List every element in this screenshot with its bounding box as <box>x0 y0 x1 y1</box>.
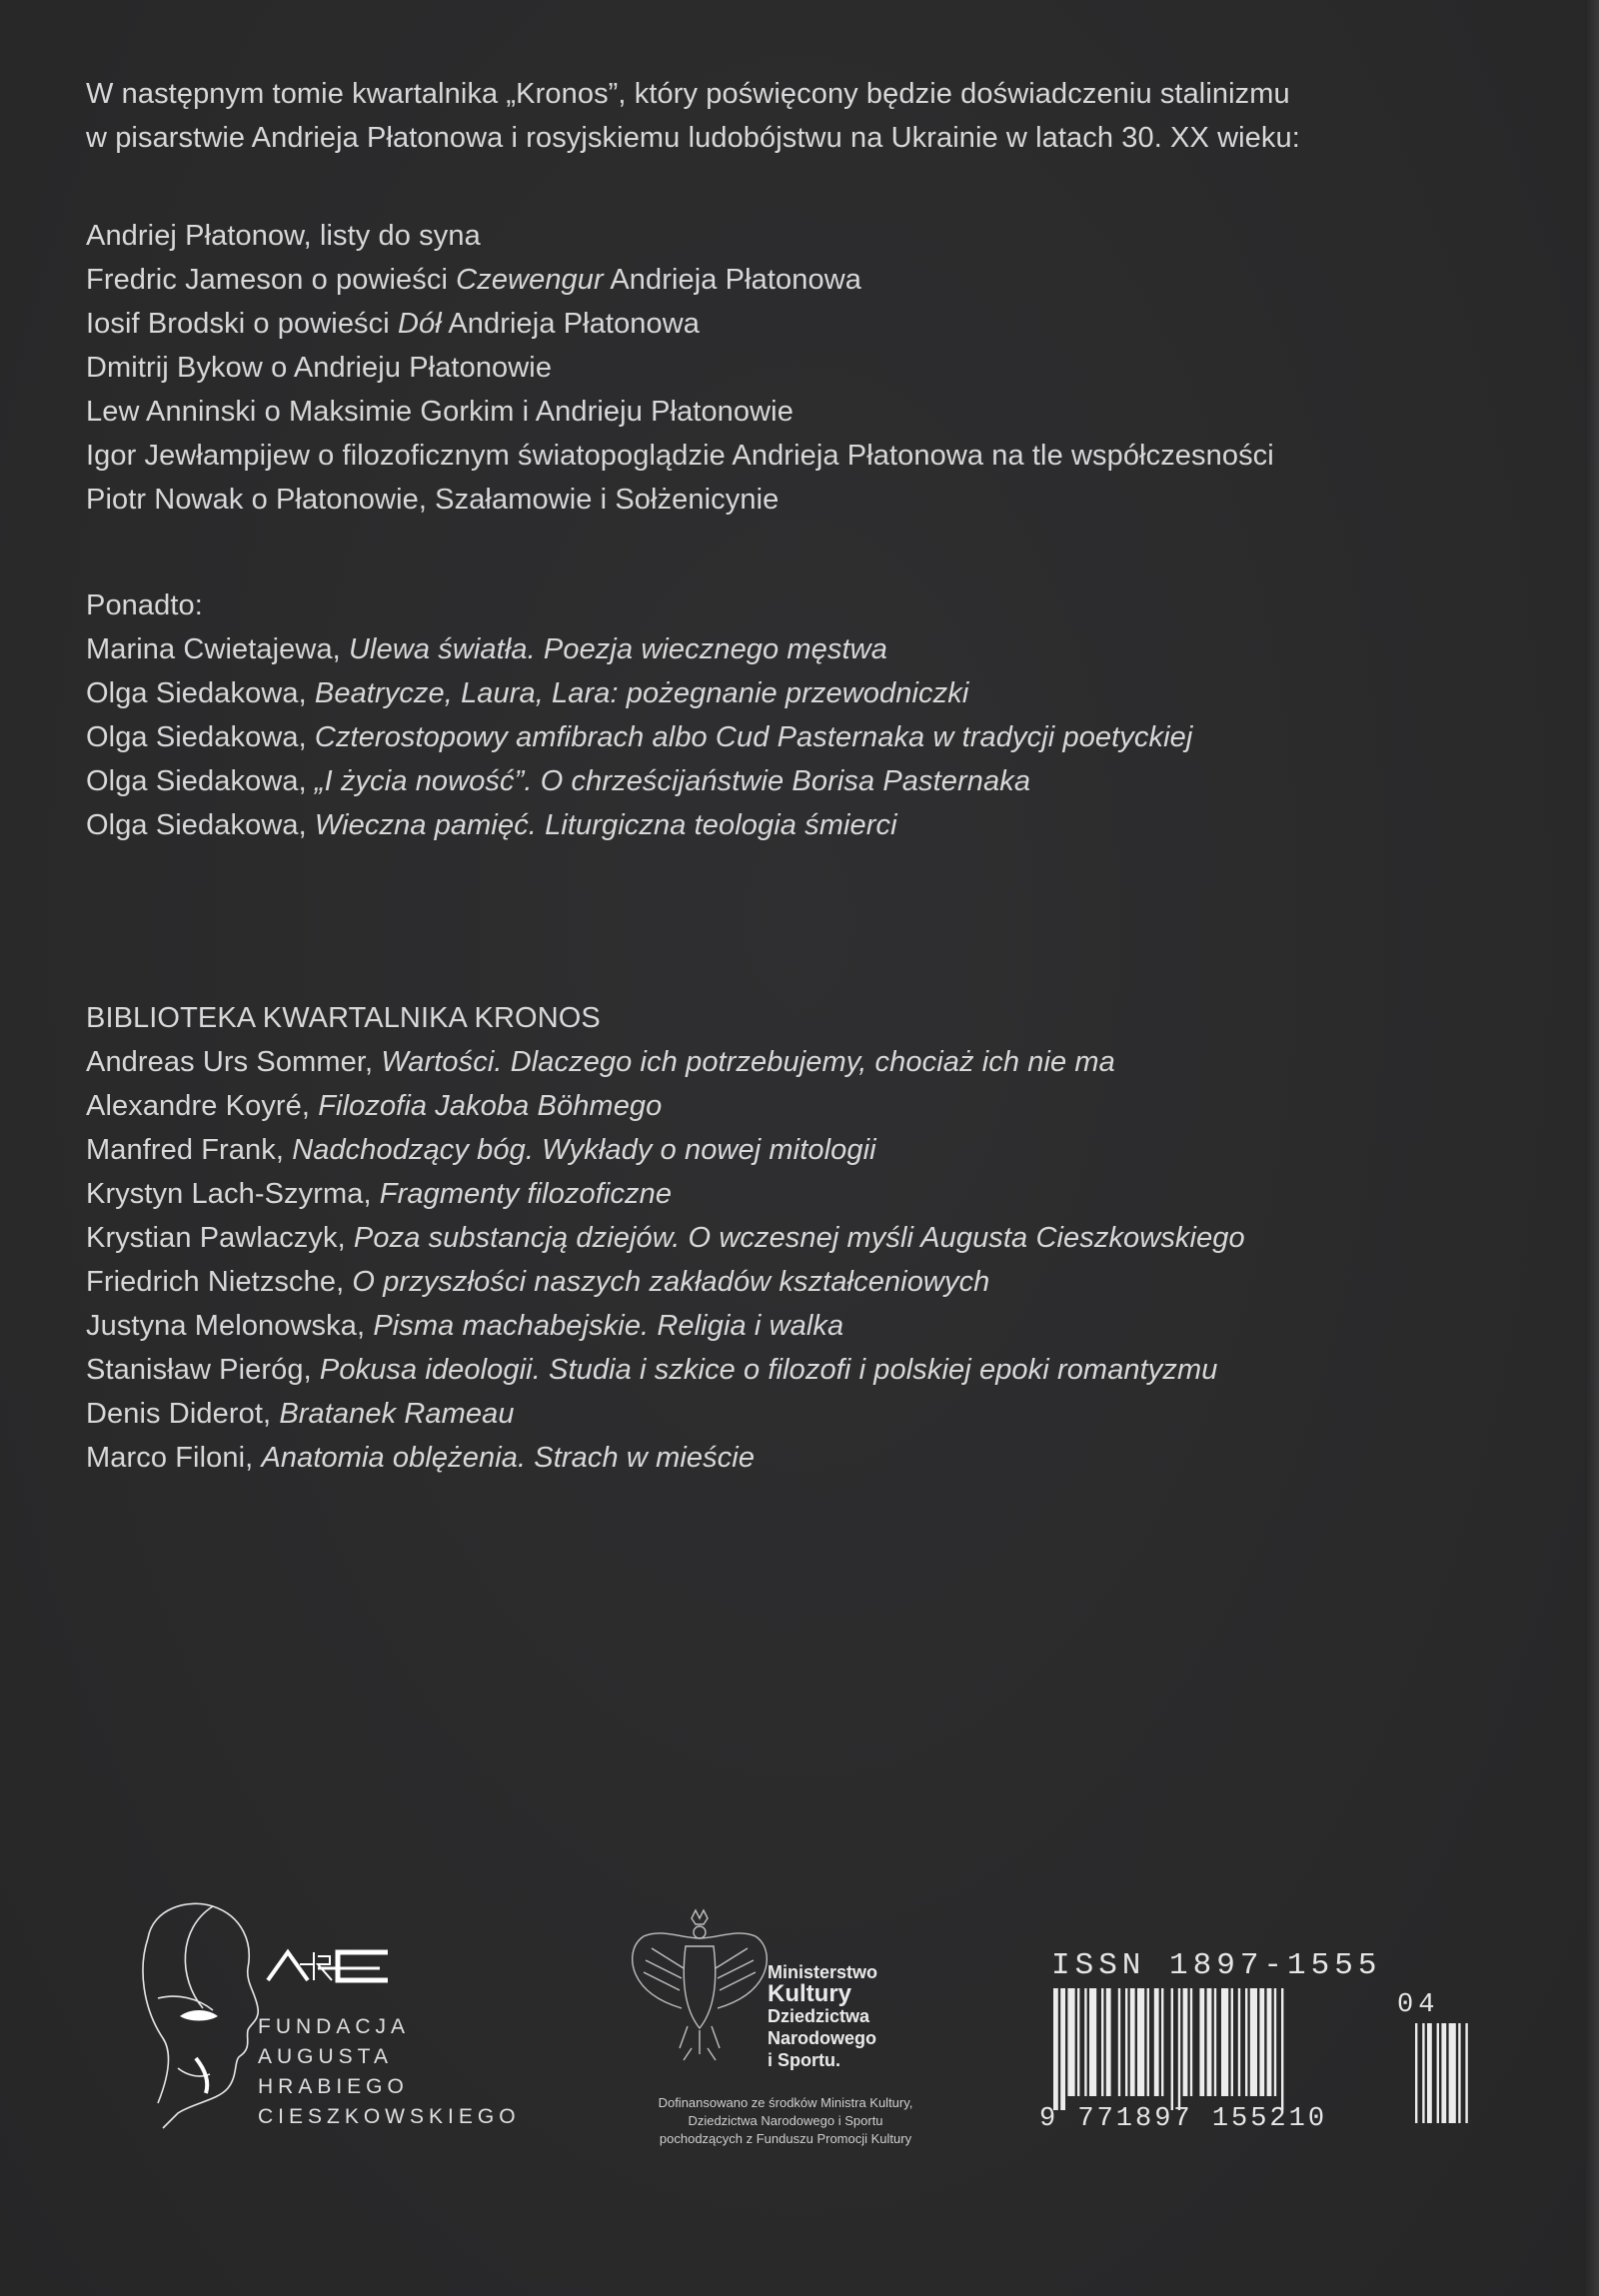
funding-note-line: Dziedzictwa Narodowego i Sportu <box>688 2113 883 2128</box>
item-author: Igor Jewłampijew o filozoficznym światopoglądzie Andrieja Płatonowa na tle współczesności <box>86 440 1274 472</box>
item-title: Filozofia Jakoba Böhmego <box>318 1090 663 1122</box>
list-item <box>86 302 1545 346</box>
biblioteka-list <box>86 1040 1545 1480</box>
item-title: Czterostopowy amfibrach albo Cud Pasternaka w tradycji poetyckiej <box>314 721 1193 753</box>
item-suffix: Andrieja Płatonowa <box>603 264 862 296</box>
fundacja-name-line: HRABIEGO <box>258 2075 409 2098</box>
ministerstwo-name-line: Dziedzictwa <box>768 2006 870 2026</box>
fundacja-name <box>258 2012 521 2132</box>
list-item <box>86 258 1545 302</box>
list-item <box>86 478 1545 522</box>
item-author: Manfred Frank, <box>86 1134 293 1166</box>
ministerstwo-name-line: Ministerstwo <box>768 1962 878 1982</box>
item-title: Czewengur <box>456 264 604 296</box>
item-author: Olga Siedakowa, <box>86 721 315 753</box>
ahrc-monogram-icon <box>268 1952 388 1980</box>
ponadto-list <box>86 627 1545 847</box>
biblioteka-heading: BIBLIOTEKA KWARTALNIKA KRONOS <box>86 1002 601 1034</box>
item-author: Iosif Brodski o powieści <box>86 308 398 340</box>
list-item <box>86 346 1545 390</box>
item-author: Alexandre Koyré, <box>86 1090 319 1122</box>
item-title: Fragmenty filozoficzne <box>379 1178 673 1210</box>
item-title: Anatomia oblężenia. Strach w mieście <box>261 1442 756 1474</box>
ministerstwo-name <box>768 1961 877 2071</box>
item-title: Wieczna pamięć. Liturgiczna teologia śmierci <box>314 809 897 841</box>
ponadto-section <box>86 583 1545 847</box>
intro-paragraph <box>86 72 1545 160</box>
barcode-icon <box>1049 1988 1379 2118</box>
item-author: Dmitrij Bykow o Andrieju Płatonowie <box>86 352 553 384</box>
fundacja-name-line: CIESZKOWSKIEGO <box>258 2105 521 2128</box>
item-title: Pokusa ideologii. Studia i szkice o filozofi i polskiej epoki romantyzmu <box>319 1354 1218 1386</box>
list-item <box>86 1128 1545 1172</box>
biblioteka-section <box>86 996 1545 1480</box>
ministerstwo-name-line: i Sportu. <box>768 2050 840 2070</box>
list-item <box>86 434 1545 478</box>
item-author: Lew Anninski o Maksimie Gorkim i Andrieju Płatonowie <box>86 396 794 428</box>
item-author: Piotr Nowak o Płatonowie, Szałamowie i Sołżenicynie <box>86 484 780 516</box>
item-title: Nadchodzący bóg. Wykłady o nowej mitologii <box>292 1134 876 1166</box>
item-author: Andreas Urs Sommer, <box>86 1046 382 1078</box>
ministerstwo-name-line: Kultury <box>768 1980 851 2007</box>
funding-note-line: pochodzących z Funduszu Promocji Kultury <box>659 2131 912 2146</box>
item-title: Wartości. Dlaczego ich potrzebujemy, chociaż ich nie ma <box>381 1046 1115 1078</box>
issn-label: ISSN 1897-1555 <box>1051 1948 1382 1983</box>
list-item <box>86 390 1545 434</box>
list-item <box>86 627 1545 671</box>
item-title: „I życia nowość”. O chrześcijaństwie Borisa Pasternaka <box>314 765 1031 797</box>
item-title: Ulewa światła. Poezja wiecznego męstwa <box>349 633 887 665</box>
ministerstwo-name-line: Narodowego <box>768 2028 877 2048</box>
item-author: Justyna Melonowska, <box>86 1310 374 1342</box>
addon-barcode-icon <box>1411 2023 1491 2133</box>
item-author: Fredric Jameson o powieści <box>86 264 457 296</box>
list-item <box>86 803 1545 847</box>
list-item <box>86 1040 1545 1084</box>
funding-note-line: Dofinansowano ze środków Ministra Kultury, <box>658 2095 913 2110</box>
cover-edge <box>1585 0 1599 2296</box>
item-author: Krystian Pawlaczyk, <box>86 1222 354 1254</box>
fundacja-name-line: FUNDACJA <box>258 2015 411 2038</box>
item-author: Olga Siedakowa, <box>86 765 315 797</box>
list-item <box>86 1260 1545 1304</box>
item-title: Pisma machabejskie. Religia i walka <box>373 1310 844 1342</box>
item-title: Bratanek Rameau <box>279 1398 515 1430</box>
barcode-addon-code: 04 <box>1397 1990 1440 2020</box>
list-item <box>86 1304 1545 1348</box>
item-author: Olga Siedakowa, <box>86 809 315 841</box>
item-title: Beatrycze, Laura, Lara: pożegnanie przewodniczki <box>314 677 969 709</box>
list-item <box>86 1216 1545 1260</box>
item-title: Poza substancją dziejów. O wczesnej myśli Augusta Cieszkowskiego <box>353 1222 1245 1254</box>
item-author: Olga Siedakowa, <box>86 677 315 709</box>
funding-note <box>618 2094 953 2148</box>
item-title: Dół <box>397 308 442 340</box>
list-item <box>86 759 1545 803</box>
item-author: Krystyn Lach-Szyrma, <box>86 1178 380 1210</box>
item-author: Friedrich Nietzsche, <box>86 1266 353 1298</box>
ponadto-heading: Ponadto: <box>86 589 203 621</box>
list-item <box>86 1172 1545 1216</box>
intro-line: W następnym tomie kwartalnika „Kronos”, który poświęcony będzie doświadczeniu stalinizmu <box>86 78 1290 110</box>
item-suffix: Andrieja Płatonowa <box>441 308 701 340</box>
barcode-digits: 9 771897 155210 <box>1039 2104 1328 2134</box>
eye-mark-icon <box>180 2010 218 2021</box>
item-author: Denis Diderot, <box>86 1398 280 1430</box>
list-item <box>86 1348 1545 1392</box>
list-item <box>86 1436 1545 1480</box>
list-item <box>86 214 1545 258</box>
list-item <box>86 671 1545 715</box>
item-author: Marina Cwietajewa, <box>86 633 349 665</box>
eagle-emblem-icon <box>633 1910 768 2060</box>
list-item <box>86 1084 1545 1128</box>
list-item <box>86 1392 1545 1436</box>
list-item <box>86 715 1545 759</box>
platonow-contents-list <box>86 214 1545 522</box>
intro-line: w pisarstwie Andrieja Płatonowa i rosyjskiemu ludobójstwu na Ukrainie w latach 30. XX wieku: <box>86 122 1300 154</box>
item-author: Marco Filoni, <box>86 1442 262 1474</box>
item-author: Andriej Płatonow, listy do syna <box>86 220 481 252</box>
item-title: O przyszłości naszych zakładów kształceniowych <box>352 1266 990 1298</box>
fundacja-name-line: AUGUSTA <box>258 2045 393 2068</box>
item-author: Stanisław Pieróg, <box>86 1354 320 1386</box>
